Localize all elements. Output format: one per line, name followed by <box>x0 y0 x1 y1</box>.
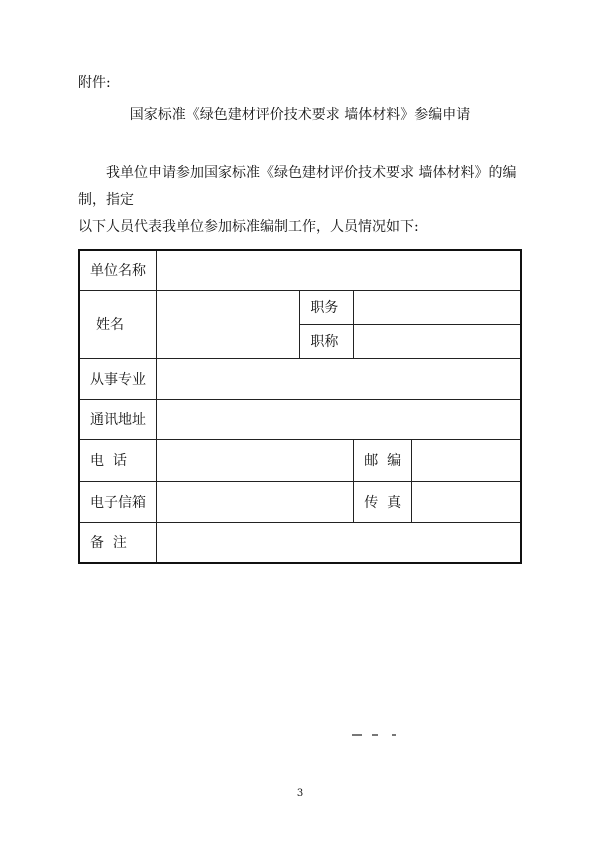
field-name[interactable] <box>157 290 300 358</box>
row-address <box>79 399 521 439</box>
field-fax[interactable] <box>412 481 521 522</box>
page-number: 3 <box>296 788 304 799</box>
label-unit-name: 单位名称 <box>79 250 157 290</box>
label-specialty: 从事专业 <box>79 358 157 399</box>
row-unit-name <box>79 250 521 290</box>
row-phone <box>79 439 521 481</box>
intro-paragraph <box>78 160 528 241</box>
field-address[interactable] <box>157 399 521 439</box>
label-address: 通讯地址 <box>79 399 157 439</box>
row-name-position <box>79 290 521 324</box>
intro-line-1: 我单位申请参加国家标准《绿色建材评价技术要求 墙体材料》的编制，指定 <box>78 165 517 208</box>
scan-speck <box>372 734 378 736</box>
label-title: 职称 <box>300 324 354 358</box>
label-position: 职务 <box>300 290 354 324</box>
label-remarks: 备 注 <box>79 522 157 563</box>
application-form-table <box>78 249 522 564</box>
row-remarks <box>79 522 521 563</box>
field-email[interactable] <box>157 481 354 522</box>
field-phone[interactable] <box>157 439 354 481</box>
field-postcode[interactable] <box>412 439 521 481</box>
label-name: 姓名 <box>79 290 157 358</box>
scan-speck <box>352 734 362 736</box>
field-title[interactable] <box>354 324 521 358</box>
field-specialty[interactable] <box>157 358 521 399</box>
label-email: 电子信箱 <box>79 481 157 522</box>
field-remarks[interactable] <box>157 522 521 563</box>
label-phone: 电 话 <box>79 439 157 481</box>
field-position[interactable] <box>354 290 521 324</box>
field-unit-name[interactable] <box>157 250 521 290</box>
label-fax: 传 真 <box>354 481 412 522</box>
label-postcode: 邮 编 <box>354 439 412 481</box>
row-email <box>79 481 521 522</box>
document-title: 国家标准《绿色建材评价技术要求 墙体材料》参编申请 <box>129 107 471 123</box>
attachment-label: 附件: <box>78 75 111 91</box>
row-specialty <box>79 358 521 399</box>
intro-line-2: 以下人员代表我单位参加标准编制工作，人员情况如下: <box>78 219 419 235</box>
scan-speck <box>392 734 396 736</box>
